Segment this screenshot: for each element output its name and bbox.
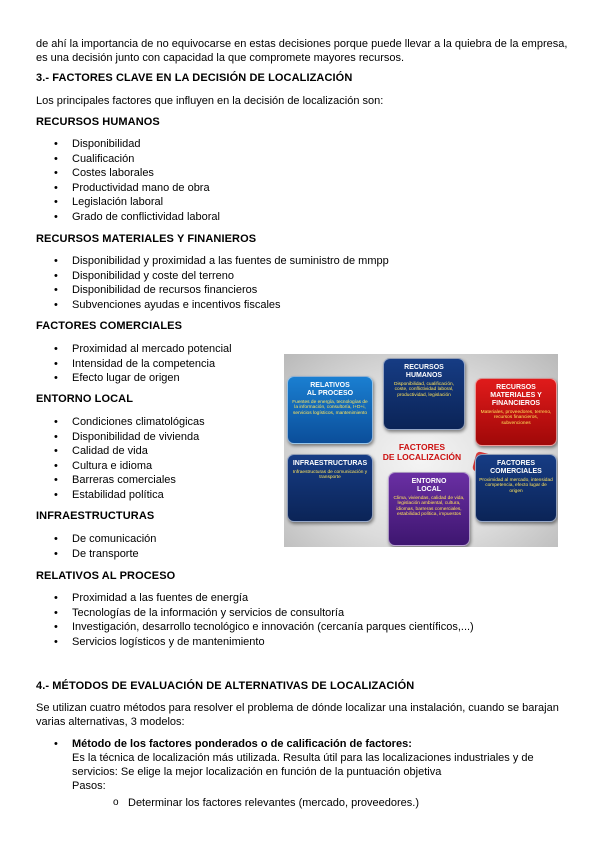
box-recursos-materiales bbox=[475, 378, 557, 446]
list-item: • Estabilidad política bbox=[36, 488, 205, 503]
list-item: • Cultura e idioma bbox=[36, 459, 205, 474]
section-4-intro-line-1: Se utilizan cuatro métodos para resolver el problema de dónde localizar una instalación, cuando se barajan bbox=[36, 702, 559, 714]
center-title-line: DE LOCALIZACIÓN bbox=[382, 452, 462, 462]
center-title-line: FACTORES bbox=[398, 442, 446, 452]
section-3-title: 3.- FACTORES CLAVE EN LA DECISIÓN DE LOCALIZACIÓN bbox=[36, 72, 353, 84]
list-infraestructuras bbox=[36, 532, 156, 561]
section-3-intro: Los principales factores que influyen en la decisión de localización son: bbox=[36, 95, 384, 107]
box-description: Infraestructuras de comunicación y transporte bbox=[292, 470, 368, 481]
box-description: Fuentes de energía, tecnologías de la información, consultoría, I+D+i, servicios logísticos, mantenimiento bbox=[292, 400, 368, 416]
box-title: LOCAL bbox=[416, 486, 442, 493]
list-item: • Disponibilidad y coste del terreno bbox=[36, 269, 389, 284]
box-title: MATERIALES Y bbox=[490, 392, 542, 399]
box-title: RELATIVOS bbox=[310, 382, 350, 389]
list-item: • Intensidad de la competencia bbox=[36, 357, 232, 372]
group-heading-recursos-humanos: RECURSOS HUMANOS bbox=[36, 116, 160, 128]
intro-line-2: es una decisión junto con capacidad la que compromete mayores recursos. bbox=[36, 52, 405, 64]
box-description: Materiales, proveedores, terreno, recursos financieros, subvenciones bbox=[480, 410, 552, 426]
list-recursos-humanos bbox=[36, 137, 220, 224]
list-item: • Tecnologías de la información y servicios de consultoría bbox=[36, 606, 474, 621]
group-heading-entorno-local: ENTORNO LOCAL bbox=[36, 393, 134, 405]
intro-line-1: de ahí la importancia de no equivocarse en estas decisiones porque puede llevar a la quiebra de la empresa, bbox=[36, 38, 568, 50]
box-title: HUMANOS bbox=[405, 372, 443, 379]
list-item: • De comunicación bbox=[36, 532, 156, 547]
box-description: Proximidad al mercado, intensidad competencia, efecto lugar de origen bbox=[479, 478, 553, 494]
box-infraestructuras bbox=[287, 454, 373, 522]
box-title: RECURSOS bbox=[404, 364, 444, 371]
list-item: • Disponibilidad de recursos financieros bbox=[36, 283, 389, 298]
method-pasos-label: Pasos: bbox=[72, 780, 106, 792]
box-title: COMERCIALES bbox=[490, 468, 542, 475]
list-item: • Efecto lugar de origen bbox=[36, 371, 232, 386]
list-item: • Investigación, desarrollo tecnológico e innovación (cercanía parques científicos,...) bbox=[36, 620, 474, 635]
list-item: • Barreras comerciales bbox=[36, 473, 205, 488]
section-4-intro-line-2: varias alternativas, 3 modelos: bbox=[36, 716, 185, 728]
list-item: • Proximidad al mercado potencial bbox=[36, 342, 232, 357]
infographic-center-title bbox=[370, 442, 474, 462]
box-title: FINANCIEROS bbox=[491, 400, 541, 407]
group-heading-infraestructuras: INFRAESTRUCTURAS bbox=[36, 510, 155, 522]
list-relativos-proceso bbox=[36, 591, 474, 649]
list-entorno-local bbox=[36, 415, 205, 502]
list-item: • Proximidad a las fuentes de energía bbox=[36, 591, 474, 606]
list-item: • Productividad mano de obra bbox=[36, 181, 220, 196]
list-item: • Costes laborales bbox=[36, 166, 220, 181]
box-description: Clima, viviendas, calidad de vida, legislación ambiental, cultura, idiomas, barreras comerciales, estabilidad política, impuestos bbox=[393, 496, 465, 518]
box-entorno-local bbox=[388, 472, 470, 546]
box-description: Disponibilidad, cualificación, coste, conflictividad laboral, productividad, legislación bbox=[394, 382, 454, 398]
list-item: • Grado de conflictividad laboral bbox=[36, 210, 220, 225]
method-line-1: Es la técnica de localización más utilizada. Resulta útil para las localizaciones industriales y de bbox=[72, 752, 534, 764]
method-step-1: o Determinar los factores relevantes (mercado, proveedores.) bbox=[128, 796, 419, 810]
group-heading-relativos-proceso: RELATIVOS AL PROCESO bbox=[36, 570, 176, 582]
group-heading-factores-comerciales: FACTORES COMERCIALES bbox=[36, 320, 183, 332]
box-title: RECURSOS bbox=[496, 384, 536, 391]
box-relativos-proceso bbox=[287, 376, 373, 444]
list-item: • Disponibilidad y proximidad a las fuentes de suministro de mmpp bbox=[36, 254, 389, 269]
box-title: ENTORNO bbox=[411, 478, 447, 485]
list-recursos-materiales bbox=[36, 254, 389, 312]
method-line-2: servicios: Se elige la mejor localización en función de la puntuación objetiva bbox=[72, 766, 442, 778]
box-title: FACTORES bbox=[497, 460, 535, 467]
section-4-title: 4.- MÉTODOS DE EVALUACIÓN DE ALTERNATIVAS DE LOCALIZACIÓN bbox=[36, 680, 415, 692]
factores-localizacion-infographic bbox=[284, 354, 558, 547]
list-item: • Legislación laboral bbox=[36, 195, 220, 210]
list-factores-comerciales bbox=[36, 342, 232, 386]
box-recursos-humanos bbox=[383, 358, 465, 430]
method-title: Método de los factores ponderados o de calificación de factores: bbox=[72, 738, 412, 750]
box-title: AL PROCESO bbox=[306, 390, 354, 397]
list-item: • Subvenciones ayudas e incentivos fiscales bbox=[36, 298, 389, 313]
box-factores-comerciales bbox=[475, 454, 557, 522]
list-item: • Disponibilidad de vivienda bbox=[36, 430, 205, 445]
group-heading-recursos-materiales: RECURSOS MATERIALES Y FINANIEROS bbox=[36, 233, 257, 245]
list-item: • Calidad de vida bbox=[36, 444, 205, 459]
list-item: • Condiciones climatológicas bbox=[36, 415, 205, 430]
list-item: • Cualificación bbox=[36, 152, 220, 167]
list-item: • Servicios logísticos y de mantenimiento bbox=[36, 635, 474, 650]
method-bullet: • bbox=[54, 738, 58, 750]
list-item: • Disponibilidad bbox=[36, 137, 220, 152]
box-title: INFRAESTRUCTURAS bbox=[292, 460, 368, 467]
list-item: • De transporte bbox=[36, 547, 156, 562]
